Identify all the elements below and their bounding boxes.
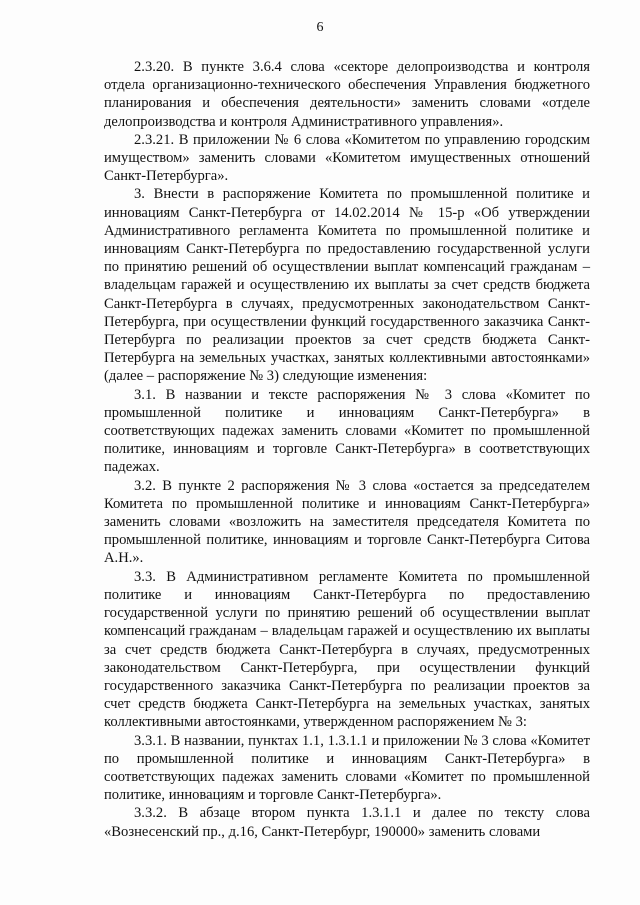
paragraph-3-3-2: 3.3.2. В абзаце втором пункта 1.3.1.1 и далее по тексту слова «Вознесенский пр., д.16, Санкт-Петербург, 190000» заменить словами bbox=[104, 805, 590, 840]
paragraph-3-3: 3.3. В Административном регламенте Комитета по промышленной политике и инновациям Санкт-Петербурга по предоставлению государственной услуги по принятию решений об осуществлении выплат компенсаций гражданам – владельцам гаражей и осуществлению их выплаты за счет средств бюджета Санкт-Петербурга в случаях, предусмотренных законодательством Санкт-Петербурга, при осуществлении функций государственного заказчика Санкт-Петербурга по реализации проектов за счет средств бюджета Санкт-Петербурга на земельных участках, занятых коллективными автостоянками, утвержденном распоряжением № 3: bbox=[104, 568, 590, 731]
paragraph-3: 3. Внести в распоряжение Комитета по промышленной политике и инновациям Санкт-Петербурга от 14.02.2014 № 15-р «Об утверждении Административного регламента Комитета по промышленной политике и инновациям Санкт-Петербурга по предоставлению государственной услуги по принятию решений об осуществлении выплат компенсаций гражданам – владельцам гаражей и осуществлению их выплаты за счет средств бюджета Санкт-Петербурга в случаях, предусмотренных законодательством Санкт-Петербурга, при осуществлении функций государственного заказчика Санкт-Петербурга по реализации проектов за счет средств бюджета Санкт-Петербурга на земельных участках, занятых коллективными автостоянками» (далее – распоряжение № 3) следующие изменения: bbox=[104, 186, 590, 385]
paragraph-3-2: 3.2. В пункте 2 распоряжения № 3 слова «остается за председателем Комитета по промышленной политике и инновациям Санкт-Петербурга» заменить словами «возложить на заместителя председателя Комитета по промышленной политике, инновациям и торговле Санкт-Петербурга Ситова А.Н.». bbox=[104, 477, 590, 567]
document-body bbox=[104, 58, 590, 841]
paragraph-2-3-20: 2.3.20. В пункте 3.6.4 слова «секторе делопроизводства и контроля отдела организационно-технического обеспечения Управления бюджетного планирования и обеспечения деятельности» заменить словами «отделе делопроизводства и контроля Административного управления». bbox=[104, 59, 590, 130]
page-number: 6 bbox=[316, 20, 324, 35]
paragraph-3-3-1: 3.3.1. В названии, пунктах 1.1, 1.3.1.1 и приложении № 3 слова «Комитет по промышленной политике и инновациям Санкт-Петербурга» в соответствующих падежах заменить словами «Комитет по промышленной политике, инновациям и торговле Санкт-Петербурга». bbox=[104, 732, 590, 804]
paragraph-3-1: 3.1. В названии и тексте распоряжения № 3 слова «Комитет по промышленной политике и инновациям Санкт-Петербурга» в соответствующих падежах заменить словами «Комитет по промышленной политике, инновациям и торговле Санкт-Петербурга» в соответствующих падежах. bbox=[104, 386, 590, 476]
paragraph-2-3-21: 2.3.21. В приложении № 6 слова «Комитетом по управлению городским имуществом» заменить словами «Комитетом имущественных отношений Санкт-Петербурга». bbox=[104, 131, 590, 185]
